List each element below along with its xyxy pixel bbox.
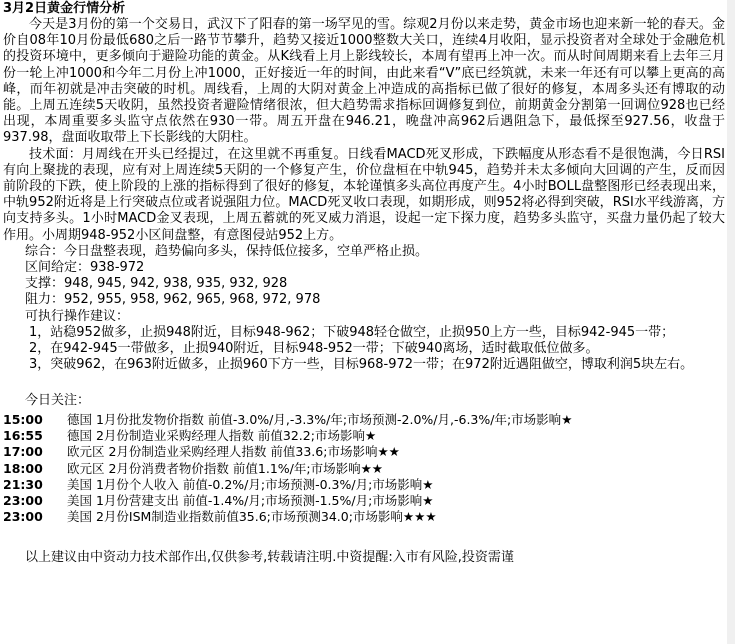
event-time: 15:00 <box>3 411 43 427</box>
event-text: 德国 1月份批发物价指数 前值-3.0%/月,-3.3%/年;市场预测-2.0%/月,-6.3%/年;市场影响 <box>67 411 562 427</box>
event-time: 21:30 <box>3 476 43 492</box>
event-text: 欧元区 2月份消费者物价指数 前值1.1%/年;市场影响 <box>67 460 361 476</box>
event-text: 美国 1月份个人收入 前值-0.2%/月;市场预测-0.3%/月;市场影响 <box>67 476 423 492</box>
operation-2: 2，在942-945一带做多，止损940附近，目标948-952一带；下破940离场，适时截取低位做多。 <box>29 341 599 357</box>
support-line <box>3 276 725 292</box>
event-text: 美国 2月份ISM制造业指数前值35.6;市场预测34.0;市场影响 <box>67 509 403 525</box>
intro-paragraph: 今天是3月份的第一个交易日，武汉下了阳春的第一场罕见的雪。综观2月份以来走势，黄金市场也迎来新一轮的春天。金价自08年10月份最低680之后一路节节攀升，趋势又接近1000整数大关口，连续4月收阳，显示投资者对全球处于金融危机的投资环境中，更多倾向于避险功能的黄金。从K线看上月上影线较长，本周有望再上冲一次。而从时间周期来看上去年三月份一轮上冲1000和今年二月份上冲1000，正好接近一年的时间，由此来看“V”底已经筑就，未来一年还有可以攀上更高的高峰，而年初就是冲击突破的时机。周线看，上周的大阴对黄金上冲造成的高指标已做了很好的修复，本周多头还有博取的动能。上周五连续5天收阴，虽然投资者避险情绪很浓，但大趋势需求指标回调修复到位，前期黄金分割第一回调位928也已经出现，本周重要多头监守点依然在930一带。周五开盘在946.21，晚盘冲高962后遇阻急下，最低探至927.56，收盘于937.98，盘面收取带上下长影线的大阴柱。 <box>3 17 725 146</box>
resistance-values: 952, 955, 958, 962, 965, 968, 972, 978 <box>64 292 321 308</box>
event-text: 美国 1月份营建支出 前值-1.4%/月;市场预测-1.5%/月;市场影响 <box>67 493 423 509</box>
event-time: 23:00 <box>3 509 43 525</box>
event-row <box>3 428 725 444</box>
impact-stars-icon: ★★ <box>377 444 400 460</box>
range-label: 区间给定： <box>25 260 91 276</box>
technical-paragraph: 技术面：月周线在开头已经提过，在这里就不再重复。日线看MACD死叉形成，下跌幅度从形态看不是很饱满，今日RSI有向上聚拢的表现，应有对上周连续5天阴的一个修复产生，价位盘桓在中轨945，趋势并未太多倾向大回调的产生，反而因前阶段的下跌，使上阶段的上涨的指标得到了很好的修复，本轮谨慎多头高位再度产生。4小时BOLL盘整图形已经表现出来，中轨952附近将是上行突破点位或者说强阻力位。MACD死叉收口表现，如期形成，则952将必得到突破，RSI水平线游离，方向支持多头。1小时MACD金叉表现，上周五蓄就的死叉威力消退，设起一定下探力度，趋势多头监守，买盘力量仍起了较大作用。小周期948-952小区间盘整，有意图侵站952上方。 <box>3 146 725 243</box>
event-text: 欧元区 2月份制造业采购经理人指数 前值33.6;市场影响 <box>67 444 378 460</box>
impact-stars-icon: ★ <box>364 427 377 443</box>
impact-stars-icon: ★ <box>422 493 434 509</box>
operation-1: 1，站稳952做多，止损948附近，目标948-962；下破948轻仓做空，止损950上方一些，目标942-945一带； <box>29 324 675 340</box>
event-row <box>3 509 725 525</box>
event-row <box>3 493 725 509</box>
event-time: 17:00 <box>3 444 43 460</box>
events-label: 今日关注： <box>25 393 91 409</box>
document <box>3 0 725 566</box>
resistance-line <box>3 292 725 308</box>
event-time: 16:55 <box>3 427 43 443</box>
impact-stars-icon: ★ <box>561 411 573 427</box>
event-text: 德国 2月份制造业采购经理人指数 前值32.2;市场影响 <box>67 427 365 443</box>
range-line <box>3 260 725 276</box>
disclaimer: 以上建议由中资动力技术部作出,仅供参考,转载请注明.中资提醒:入市有风险,投资需谨 <box>25 549 514 565</box>
impact-stars-icon: ★★★ <box>402 509 437 525</box>
event-time: 23:00 <box>3 493 43 509</box>
support-label: 支撑： <box>25 276 65 292</box>
event-time: 18:00 <box>3 460 43 476</box>
resistance-label: 阻力： <box>25 292 65 308</box>
vertical-scrollbar[interactable] <box>727 0 735 644</box>
page-title: 3月2日黄金行情分析 <box>3 1 126 16</box>
range-value: 938-972 <box>90 260 145 276</box>
impact-stars-icon: ★ <box>422 476 434 492</box>
support-values: 948, 945, 942, 938, 935, 932, 928 <box>64 276 288 292</box>
event-row <box>3 412 725 428</box>
operations-label: 可执行操作建议： <box>25 308 130 324</box>
event-row <box>3 461 725 477</box>
events-list <box>3 412 725 526</box>
event-row <box>3 477 725 493</box>
summary-line: 综合：今日盘整表现，趋势偏向多头，保持低位接多，空单严格止损。 <box>25 243 429 259</box>
event-row <box>3 444 725 460</box>
operation-3: 3，突破962，在963附近做多，止损960下方一些，目标968-972一带；在972附近遇阻做空，博取利润5块左右。 <box>29 357 694 373</box>
impact-stars-icon: ★★ <box>360 460 384 476</box>
